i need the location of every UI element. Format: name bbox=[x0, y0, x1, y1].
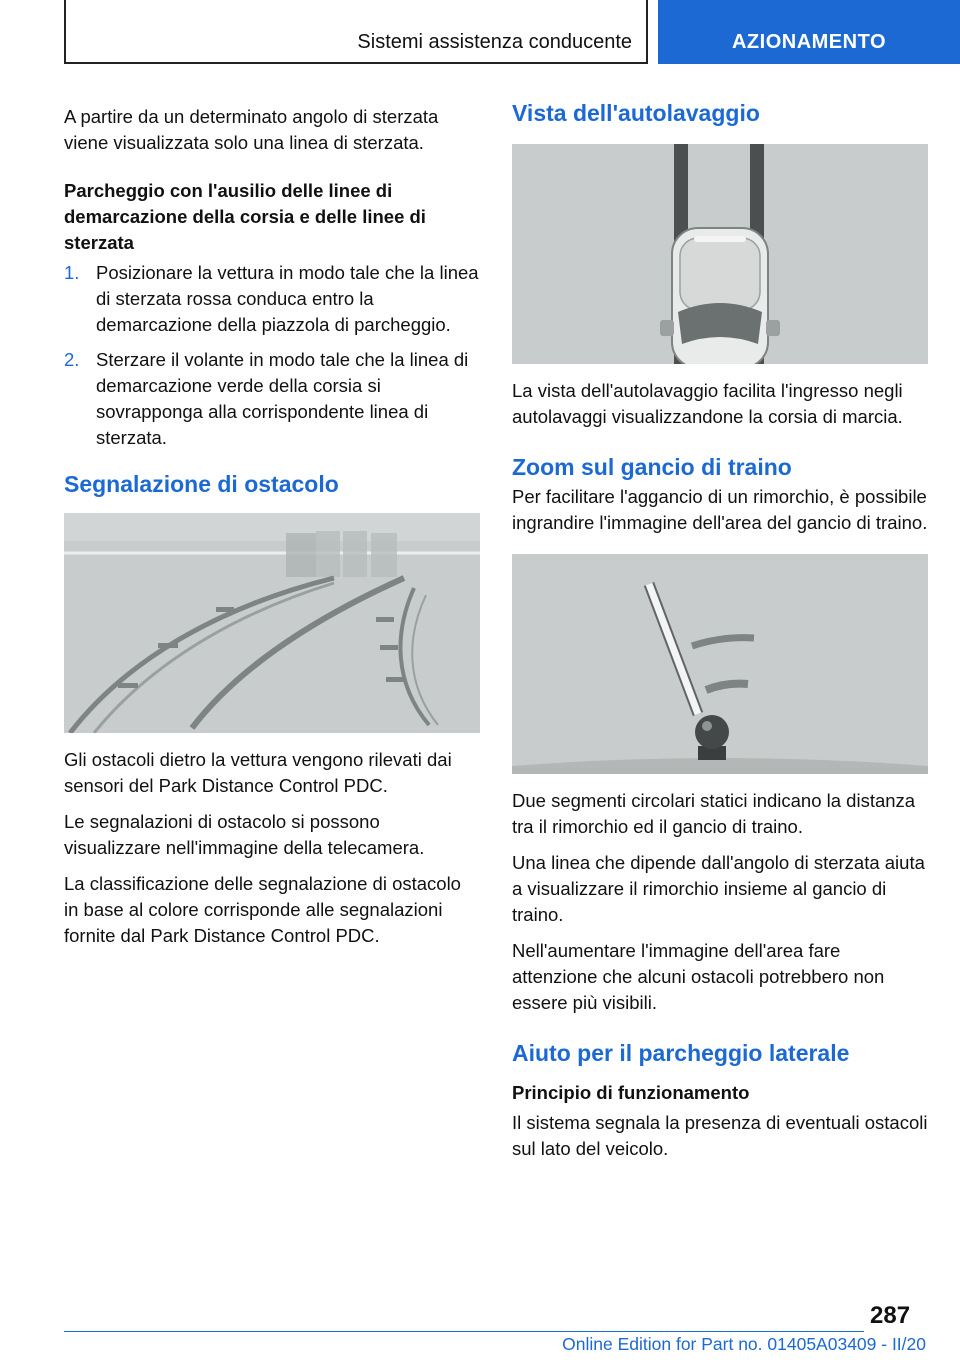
parking-heading: Parcheggio con l'ausilio delle linee di demarcazione della corsia e delle linee di sterzata bbox=[64, 180, 426, 253]
carwash-paragraph: La vista dell'autolavaggio facilita l'ingresso negli autolavaggi visualizzandone la corsia di marcia. bbox=[512, 380, 903, 427]
obstacle-section-title: Segnalazione di ostacolo bbox=[64, 471, 339, 497]
header-chapter-tab bbox=[658, 0, 960, 64]
tow-hitch-zoom-figure bbox=[512, 554, 928, 774]
obstacle-paragraph-1: Gli ostacoli dietro la vettura vengono rilevati dai sensori del Park Distance Control PDC. bbox=[64, 749, 452, 796]
step-text: Sterzare il volante in modo tale che la linea di demarcazione verde della corsia si sovrapponga alla corrispondente linea di sterzata. bbox=[96, 349, 469, 448]
list-item bbox=[64, 260, 480, 338]
step-number: 2. bbox=[64, 349, 80, 370]
header-chapter-title: AZIONAMENTO bbox=[731, 31, 886, 53]
side-parking-paragraph: Il sistema segnala la presenza di eventuali ostacoli sul lato del veicolo. bbox=[512, 1112, 928, 1159]
parking-steps bbox=[64, 260, 480, 451]
left-column bbox=[64, 104, 480, 949]
page-number: 287 bbox=[870, 1302, 911, 1329]
carwash-section-title: Vista dell'autolavaggio bbox=[512, 100, 760, 126]
footer-edition: Online Edition for Part no. 01405A03409 - II/20 bbox=[562, 1334, 926, 1354]
obstacle-warning-figure bbox=[64, 513, 480, 733]
obstacle-paragraph-3: La classificazione delle segnalazione di ostacolo in base al colore corrisponde alle segnalazioni fornite dal Park Distance Control PDC. bbox=[64, 873, 461, 946]
header-section-title: Sistemi assistenza conducente bbox=[357, 31, 632, 53]
right-column bbox=[512, 98, 928, 1162]
zoom-paragraph-3: Una linea che dipende dall'angolo di sterzata aiuta a visualizzare il rimorchio insieme al gancio di traino. bbox=[512, 852, 925, 925]
intro-paragraph: A partire da un determinato angolo di sterzata viene visualizzata solo una linea di sterzata. bbox=[64, 106, 439, 153]
zoom-paragraph-4: Nell'aumentare l'immagine dell'area fare attenzione che alcuni ostacoli potrebbero non essere più visibili. bbox=[512, 940, 885, 1013]
footer-divider bbox=[64, 1331, 864, 1332]
side-parking-section-title: Aiuto per il parcheggio laterale bbox=[512, 1040, 850, 1066]
carwash-view-figure bbox=[512, 144, 928, 364]
step-text: Posizionare la vettura in modo tale che la linea di sterzata rossa conduca entro la demarcazione della piazzola di parcheggio. bbox=[96, 262, 479, 335]
side-parking-subheading: Principio di funzionamento bbox=[512, 1082, 750, 1103]
list-item bbox=[64, 347, 480, 451]
zoom-paragraph-2: Due segmenti circolari statici indicano la distanza tra il rimorchio ed il gancio di traino. bbox=[512, 790, 916, 837]
zoom-section-title: Zoom sul gancio di traino bbox=[512, 454, 792, 480]
step-number: 1. bbox=[64, 262, 80, 283]
header-section-box bbox=[64, 0, 648, 64]
zoom-paragraph-1: Per facilitare l'aggancio di un rimorchio, è possibile ingrandire l'immagine dell'area del gancio di traino. bbox=[512, 486, 928, 533]
obstacle-paragraph-2: Le segnalazioni di ostacolo si possono visualizzare nell'immagine della telecamera. bbox=[64, 811, 425, 858]
